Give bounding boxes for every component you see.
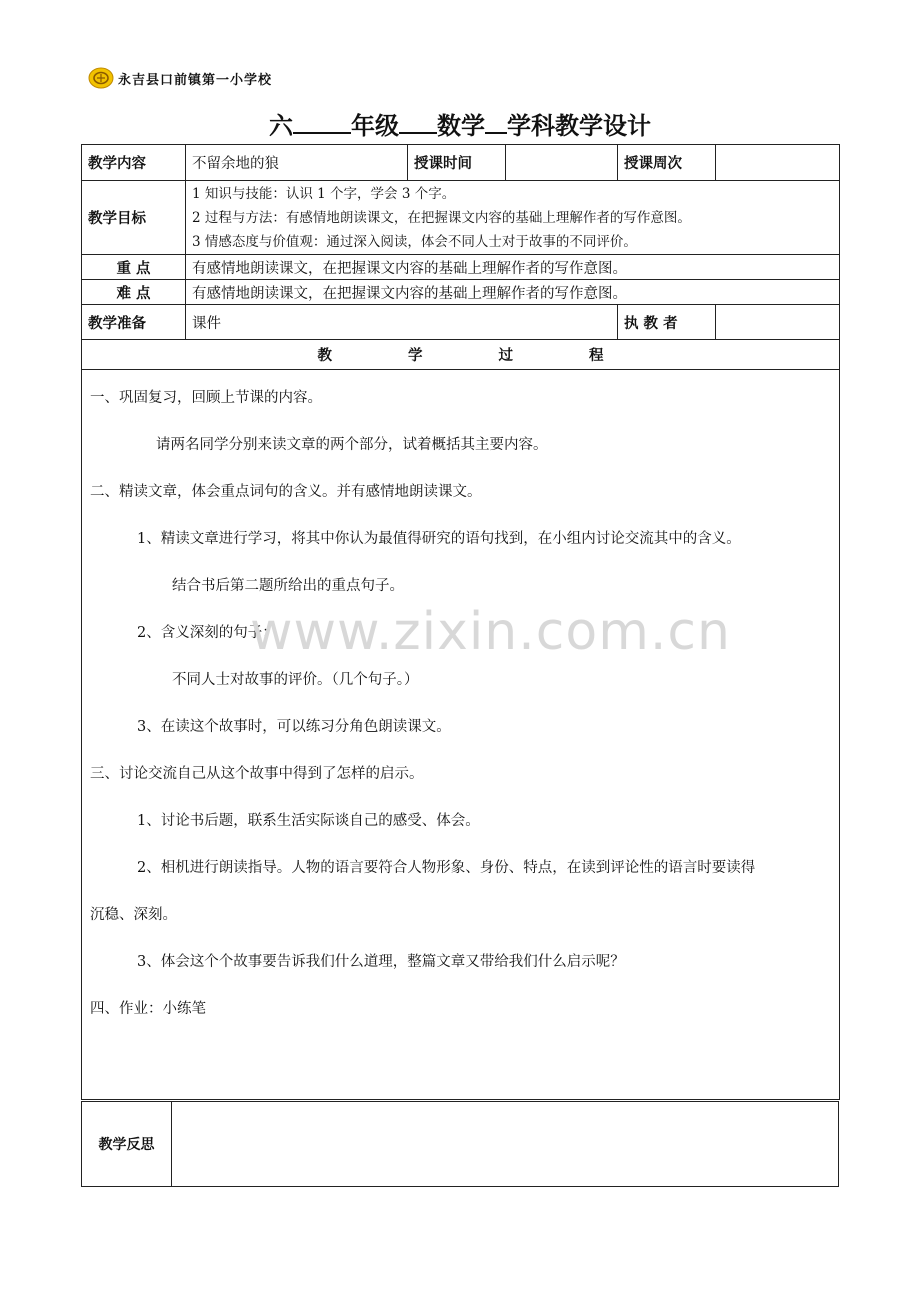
reflection-table [81,1101,839,1187]
process-line: 3、在读这个故事时，可以练习分角色朗读课文。 [137,719,451,735]
goal-item: 3 情感态度与价值观：通过深入阅读，体会不同人士对于故事的不同评价。 [192,233,637,250]
process-line: 沉稳、深刻。 [90,907,177,923]
week-label: 授课周次 [618,145,716,181]
difficulty-label: 难 点 [82,280,186,305]
key-label: 重 点 [82,255,186,280]
process-line: 2、相机进行朗读指导。人物的语言要符合人物形象、身份、特点，在读到评论性的语言时要读得 [137,860,756,876]
process-line: 结合书后第二题所给出的重点句子。 [172,578,404,594]
row-content [82,145,840,181]
row-reflection [82,1102,839,1187]
page-title: 六 年级 数学 学科教学设计 [269,112,651,140]
process-line: 3、体会这个个故事要告诉我们什么道理，整篇文章又带给我们什么启示呢？ [137,954,625,970]
process-line: 四、作业：小练笔 [90,1001,206,1017]
reflection-value [172,1102,839,1187]
process-line: 二、精读文章，体会重点词句的含义。并有感情地朗读课文。 [90,484,482,500]
row-preparation [82,305,840,340]
process-line: 1、精读文章进行学习，将其中你认为最值得研究的语句找到，在小组内讨论交流其中的含义。 [137,531,741,547]
school-logo [88,66,272,90]
process-line: 2、含义深刻的句子： [137,625,277,641]
reflection-label: 教学反思 [82,1102,172,1187]
goal-item: 2 过程与方法：有感情地朗读课文，在把握课文内容的基础上理解作者的写作意图。 [192,209,691,226]
row-process-heading [82,340,840,370]
process-heading: 教 学 过 程 [82,340,840,370]
process-line: 请两名同学分别来读文章的两个部分，试着概括其主要内容。 [156,437,548,453]
week-value [716,145,840,181]
process-line: 不同人士对故事的评价。（几个句子。） [172,672,419,688]
row-difficulty [82,280,840,305]
teacher-label: 执 教 者 [618,305,716,340]
prep-label: 教学准备 [82,305,186,340]
teacher-value [716,305,840,340]
prep-value: 课件 [186,305,618,340]
time-value [506,145,618,181]
subject-blank-before [399,110,437,134]
process-line: 1、讨论书后题，联系生活实际谈自己的感受、体会。 [137,813,480,829]
process-body [82,370,840,1100]
goal-item: 1 知识与技能：认识 1 个字，学会 3 个字。 [192,185,456,202]
goals-label: 教学目标 [82,181,186,255]
content-value: 不留余地的狼 [186,145,408,181]
goals-list [186,181,840,255]
subject-blank-after [485,110,507,134]
grade-blank [293,110,351,134]
process-line: 一、巩固复习，回顾上节课的内容。 [90,390,322,406]
difficulty-value: 有感情地朗读课文，在把握课文内容的基础上理解作者的写作意图。 [186,280,840,305]
watermark: www.zixin.com.cn [250,602,731,662]
school-emblem-icon [88,66,116,90]
content-label: 教学内容 [82,145,186,181]
lesson-plan-table [81,144,840,1100]
time-label: 授课时间 [408,145,506,181]
row-key-point [82,255,840,280]
school-name: 永吉县口前镇第一小学校 [118,72,273,88]
key-value: 有感情地朗读课文，在把握课文内容的基础上理解作者的写作意图。 [186,255,840,280]
process-line: 三、讨论交流自己从这个故事中得到了怎样的启示。 [90,766,424,782]
row-process-body [82,370,840,1100]
row-goals [82,181,840,255]
